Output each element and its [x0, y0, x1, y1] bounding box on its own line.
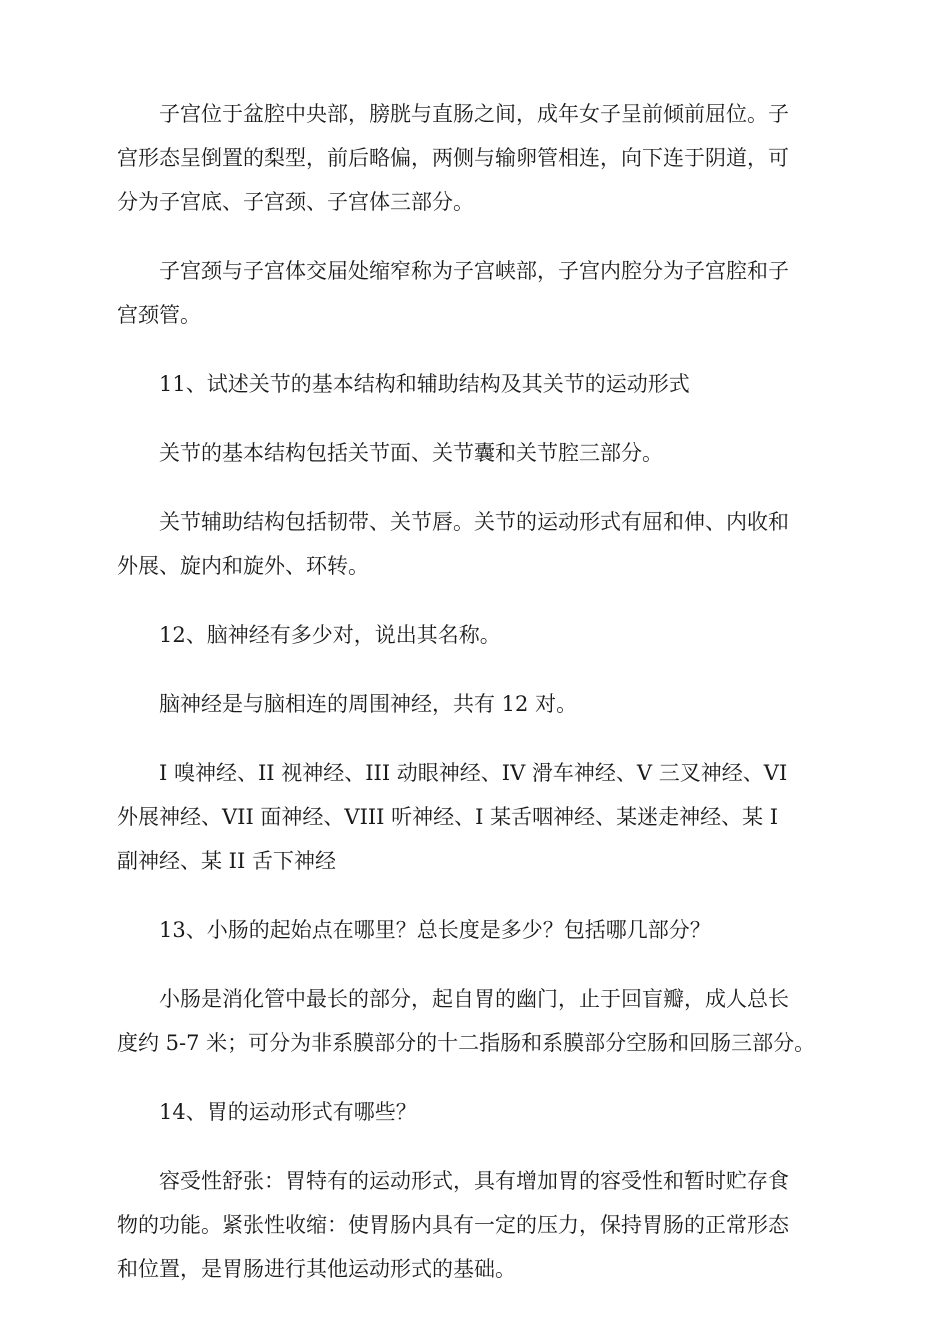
text-line: 子宫位于盆腔中央部，膀胱与直肠之间，成年女子呈前倾前屈位。子	[159, 102, 789, 126]
text-line: 外展神经、VII 面神经、VIII 听神经、I 某舌咽神经、某迷走神经、某 I	[117, 805, 779, 829]
answer-12-intro	[117, 682, 850, 726]
text-line: 容受性舒张：胃特有的运动形式，具有增加胃的容受性和暂时贮存食	[159, 1169, 789, 1193]
text-line: 外展、旋内和旋外、环转。	[117, 554, 369, 578]
text-line: 11、试述关节的基本结构和辅助结构及其关节的运动形式	[159, 372, 690, 396]
text-line: 宫形态呈倒置的梨型，前后略偏，两侧与输卵管相连，向下连于阴道，可	[117, 146, 789, 170]
answer-11-auxiliary-structure	[117, 500, 850, 588]
question-14	[117, 1090, 850, 1134]
question-13	[117, 908, 850, 952]
document-body	[117, 92, 850, 1316]
text-line: 宫颈管。	[117, 303, 201, 327]
answer-11-basic-structure	[117, 431, 850, 475]
text-line: 度约 5-7 米；可分为非系膜部分的十二指肠和系膜部分空肠和回肠三部分。	[117, 1031, 816, 1055]
text-line: I 嗅神经、II 视神经、III 动眼神经、IV 滑车神经、V 三叉神经、VI	[159, 761, 788, 785]
text-line: 副神经、某 II 舌下神经	[117, 849, 336, 873]
answer-14	[117, 1159, 850, 1291]
text-line: 和位置，是胃肠进行其他运动形式的基础。	[117, 1257, 516, 1281]
text-line: 小肠是消化管中最长的部分，起自胃的幽门，止于回盲瓣，成人总长	[159, 987, 789, 1011]
text-line: 脑神经是与脑相连的周围神经，共有 12 对。	[159, 692, 578, 716]
paragraph-uterus-isthmus	[117, 249, 850, 337]
text-line: 关节的基本结构包括关节面、关节囊和关节腔三部分。	[159, 441, 663, 465]
text-line: 子宫颈与子宫体交届处缩窄称为子宫峡部，子宫内腔分为子宫腔和子	[159, 259, 789, 283]
paragraph-uterus-position	[117, 92, 850, 224]
answer-12-nerve-list	[117, 751, 850, 883]
text-line: 分为子宫底、子宫颈、子宫体三部分。	[117, 190, 474, 214]
text-line: 13、小肠的起始点在哪里？总长度是多少？包括哪几部分？	[159, 918, 711, 942]
question-11	[117, 362, 850, 406]
text-line: 关节辅助结构包括韧带、关节唇。关节的运动形式有屈和伸、内收和	[159, 510, 789, 534]
question-12	[117, 613, 850, 657]
text-line: 物的功能。紧张性收缩：使胃肠内具有一定的压力，保持胃肠的正常形态	[117, 1213, 789, 1237]
answer-13	[117, 977, 850, 1065]
text-line: 14、胃的运动形式有哪些？	[159, 1100, 417, 1124]
text-line: 12、脑神经有多少对，说出其名称。	[159, 623, 501, 647]
